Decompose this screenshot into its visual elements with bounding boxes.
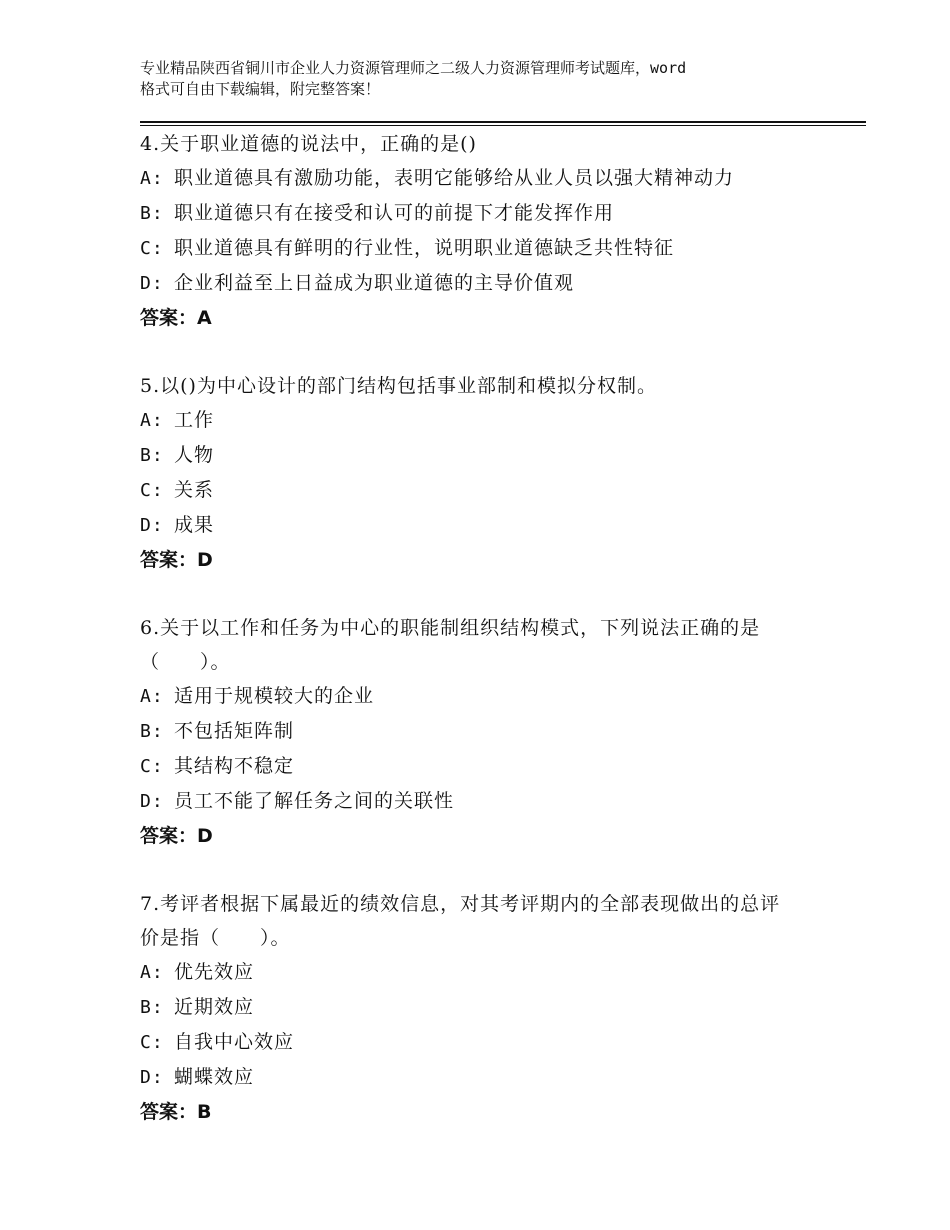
option-letter: A:	[140, 686, 164, 707]
option-a	[140, 161, 820, 196]
answer-label: 答案：D	[140, 549, 213, 571]
option-letter: B:	[140, 997, 164, 1018]
question-stem: 5.以()为中心设计的部门结构包括事业部制和模拟分权制。	[140, 375, 657, 397]
option-b	[140, 196, 820, 231]
option-letter: A:	[140, 410, 164, 431]
option-c	[140, 231, 820, 266]
option-text: 员工不能了解任务之间的关联性	[174, 790, 455, 812]
question-stem: 4.关于职业道德的说法中，正确的是()	[140, 133, 477, 155]
option-letter: D:	[140, 515, 164, 536]
option-letter: C:	[140, 480, 164, 501]
document-header	[140, 58, 830, 100]
option-b	[140, 438, 820, 473]
option-letter: A:	[140, 962, 164, 983]
option-letter: B:	[140, 445, 164, 466]
option-letter: B:	[140, 721, 164, 742]
option-text: 自我中心效应	[174, 1031, 295, 1053]
option-letter: D:	[140, 273, 164, 294]
option-letter: A:	[140, 168, 164, 189]
option-text: 职业道德具有鲜明的行业性，说明职业道德缺乏共性特征	[174, 237, 675, 259]
option-letter: D:	[140, 791, 164, 812]
option-letter: C:	[140, 1032, 164, 1053]
answer-label: 答案：A	[140, 307, 212, 329]
question-7	[140, 887, 820, 1129]
question-6	[140, 611, 820, 853]
option-letter: D:	[140, 1067, 164, 1088]
option-letter: C:	[140, 756, 164, 777]
option-letter: B:	[140, 203, 164, 224]
question-stem: 7.考评者根据下属最近的绩效信息，对其考评期内的全部表现做出的总评价是指（ ）。	[140, 893, 781, 949]
option-c	[140, 749, 820, 784]
option-b	[140, 990, 820, 1025]
option-text: 企业利益至上日益成为职业道德的主导价值观	[174, 272, 575, 294]
option-d	[140, 1060, 820, 1095]
header-divider-thick	[140, 121, 866, 123]
option-a	[140, 403, 820, 438]
header-divider-thin	[140, 125, 866, 126]
option-text: 成果	[174, 514, 215, 536]
option-a	[140, 679, 820, 714]
option-c	[140, 473, 820, 508]
option-d	[140, 784, 820, 819]
option-c	[140, 1025, 820, 1060]
option-text: 职业道德具有激励功能，表明它能够给从业人员以强大精神动力	[174, 167, 735, 189]
header-line-2: 格式可自由下载编辑，附完整答案！	[140, 80, 381, 98]
header-line-1: 专业精品陕西省铜川市企业人力资源管理师之二级人力资源管理师考试题库，word	[140, 59, 687, 77]
option-d	[140, 508, 820, 543]
option-text: 人物	[174, 444, 215, 466]
question-stem: 6.关于以工作和任务为中心的职能制组织结构模式，下列说法正确的是（ ）。	[140, 617, 761, 673]
answer-label: 答案：B	[140, 1101, 212, 1123]
option-text: 优先效应	[174, 961, 255, 983]
option-text: 其结构不稳定	[174, 755, 295, 777]
option-text: 不包括矩阵制	[174, 720, 295, 742]
option-a	[140, 955, 820, 990]
answer-label: 答案：D	[140, 825, 213, 847]
question-4	[140, 127, 820, 335]
option-text: 适用于规模较大的企业	[174, 685, 375, 707]
option-letter: C:	[140, 238, 164, 259]
question-5	[140, 369, 820, 577]
option-text: 工作	[174, 409, 215, 431]
option-text: 近期效应	[174, 996, 255, 1018]
option-text: 关系	[174, 479, 215, 501]
option-text: 职业道德只有在接受和认可的前提下才能发挥作用	[174, 202, 615, 224]
option-b	[140, 714, 820, 749]
question-list	[140, 127, 820, 1163]
option-d	[140, 266, 820, 301]
option-text: 蝴蝶效应	[174, 1066, 255, 1088]
